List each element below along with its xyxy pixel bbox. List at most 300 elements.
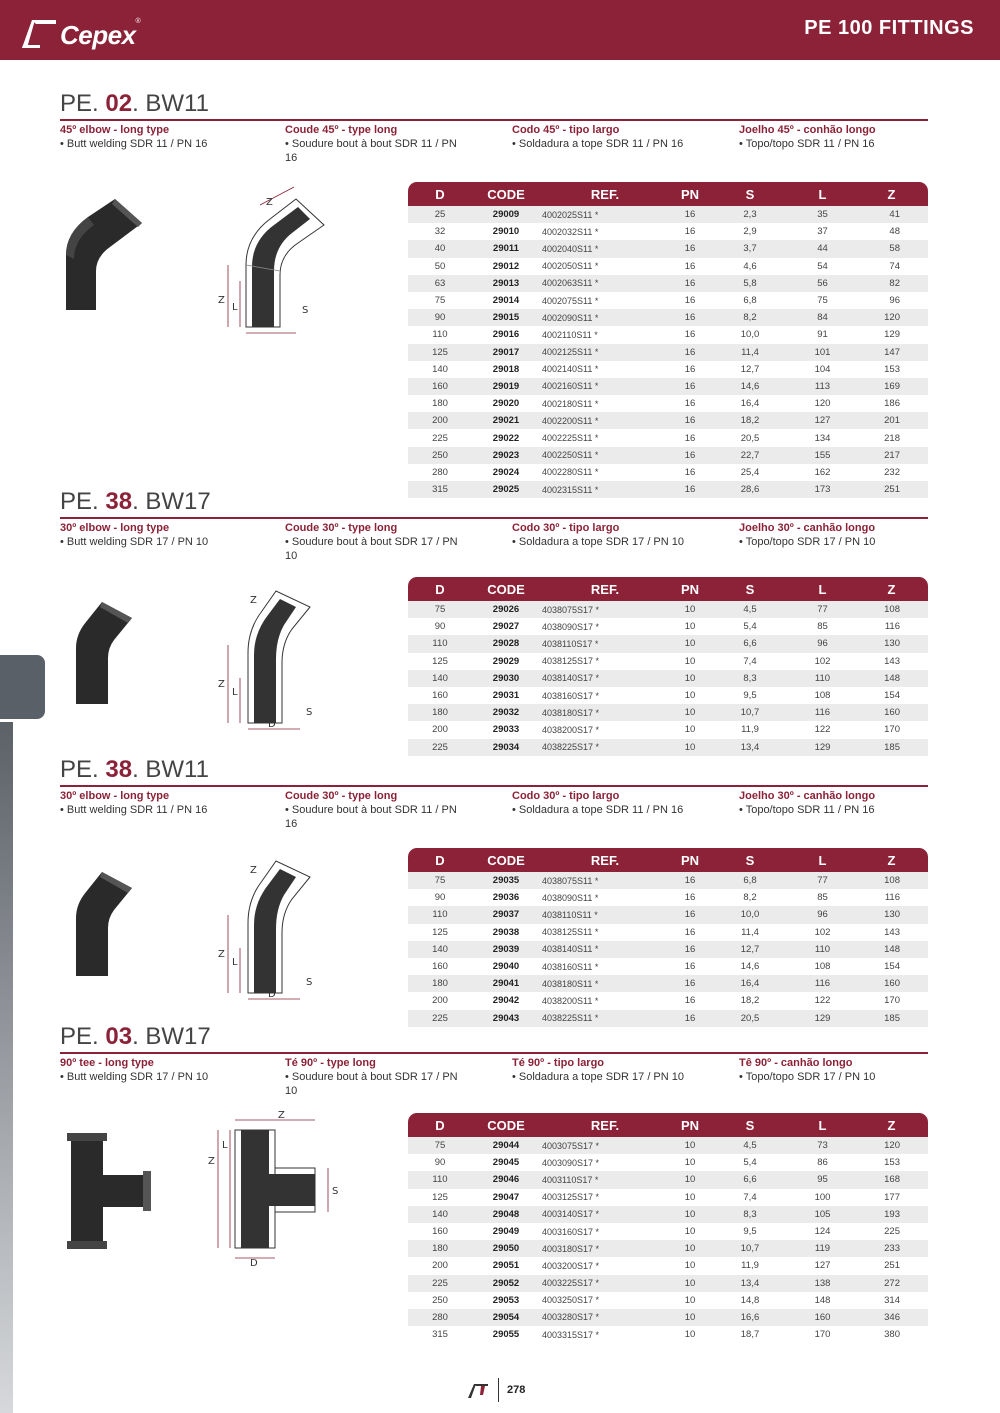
table-cell: 16 xyxy=(670,326,710,343)
svg-text:Z: Z xyxy=(218,679,225,690)
table-row xyxy=(408,941,928,958)
table-header-row xyxy=(408,848,928,872)
table-cell: 160 xyxy=(855,975,928,992)
table-cell: 4,5 xyxy=(710,1137,790,1154)
table-cell: 4038075S17 * xyxy=(540,601,670,618)
svg-text:S: S xyxy=(332,1186,339,1197)
table-cell: 4002063S11 * xyxy=(540,275,670,292)
column-header: CODE xyxy=(472,182,540,206)
svg-text:D: D xyxy=(260,315,268,326)
table-cell: 116 xyxy=(790,975,855,992)
table-cell: 251 xyxy=(855,1257,928,1274)
table-cell: 29040 xyxy=(472,958,540,975)
table-cell: 173 xyxy=(790,481,855,498)
table-cell: 4002040S11 * xyxy=(540,240,670,257)
table-cell: 250 xyxy=(408,447,472,464)
table-row xyxy=(408,1309,928,1326)
table-cell: 4003075S17 * xyxy=(540,1137,670,1154)
table-cell: 16,4 xyxy=(710,395,790,412)
table-cell: 147 xyxy=(855,344,928,361)
cepex-mark-icon xyxy=(466,1381,490,1399)
table-cell: 4038140S17 * xyxy=(540,670,670,687)
table-cell: 54 xyxy=(790,258,855,275)
table-cell: 4003225S17 * xyxy=(540,1275,670,1292)
table-cell: 96 xyxy=(855,292,928,309)
table-cell: 4038075S11 * xyxy=(540,872,670,889)
table-cell: 4002032S11 * xyxy=(540,223,670,240)
table-cell: 10,7 xyxy=(710,704,790,721)
table-cell: 29020 xyxy=(472,395,540,412)
table-cell: 4002180S11 * xyxy=(540,395,670,412)
table-cell: 10 xyxy=(670,739,710,756)
spec-table xyxy=(408,848,928,1027)
column-header: CODE xyxy=(472,848,540,872)
table-cell: 170 xyxy=(790,1326,855,1343)
table-cell: 16 xyxy=(670,223,710,240)
table-row xyxy=(408,412,928,429)
svg-text:Z: Z xyxy=(250,595,257,606)
table-row xyxy=(408,309,928,326)
table-cell: 10 xyxy=(670,618,710,635)
table-cell: 4002225S11 * xyxy=(540,429,670,446)
table-cell: 4,6 xyxy=(710,258,790,275)
table-cell: 16 xyxy=(670,412,710,429)
desc-en: 30º elbow - long type • Butt welding SDR 17 / PN 10 xyxy=(60,522,209,548)
table-cell: 4003280S17 * xyxy=(540,1309,670,1326)
table-cell: 3,7 xyxy=(710,240,790,257)
table-cell: 116 xyxy=(855,618,928,635)
table-cell: 104 xyxy=(790,361,855,378)
table-cell: 110 xyxy=(408,1171,472,1188)
table-cell: 110 xyxy=(790,670,855,687)
table-cell: 10 xyxy=(670,601,710,618)
table-cell: 9,5 xyxy=(710,687,790,704)
svg-text:Z: Z xyxy=(266,197,273,208)
table-cell: 180 xyxy=(408,395,472,412)
table-row xyxy=(408,958,928,975)
table-cell: 10 xyxy=(670,1292,710,1309)
table-cell: 29023 xyxy=(472,447,540,464)
table-cell: 10 xyxy=(670,1223,710,1240)
table-cell: 233 xyxy=(855,1240,928,1257)
table-cell: 105 xyxy=(790,1206,855,1223)
table-row xyxy=(408,635,928,652)
elbow-30-drawing xyxy=(200,583,340,733)
table-cell: 10 xyxy=(670,1240,710,1257)
table-cell: 148 xyxy=(855,941,928,958)
table-cell: 130 xyxy=(855,906,928,923)
svg-text:Z: Z xyxy=(208,1156,215,1167)
column-header: PN xyxy=(670,182,710,206)
registered-mark: ® xyxy=(135,18,141,25)
table-cell: 16 xyxy=(670,924,710,941)
table-cell: 4,5 xyxy=(710,601,790,618)
table-cell: 120 xyxy=(855,309,928,326)
table-row xyxy=(408,429,928,446)
table-cell: 16 xyxy=(670,309,710,326)
table-cell: 125 xyxy=(408,1189,472,1206)
table-row xyxy=(408,1223,928,1240)
table-cell: 16 xyxy=(670,447,710,464)
table-cell: 29047 xyxy=(472,1189,540,1206)
section-pe02-bw11 xyxy=(60,90,928,500)
table-cell: 160 xyxy=(408,687,472,704)
table-cell: 110 xyxy=(408,906,472,923)
table-cell: 10,0 xyxy=(710,906,790,923)
table-cell: 4003200S17 * xyxy=(540,1257,670,1274)
desc-pt: Tê 90º - canhão longo • Topo/topo SDR 17 / PN 10 xyxy=(739,1057,876,1083)
table-cell: 4038225S17 * xyxy=(540,739,670,756)
table-cell: 16 xyxy=(670,941,710,958)
table-cell: 29049 xyxy=(472,1223,540,1240)
table-cell: 4038110S11 * xyxy=(540,906,670,923)
table-cell: 29034 xyxy=(472,739,540,756)
table-cell: 48 xyxy=(855,223,928,240)
table-cell: 110 xyxy=(790,941,855,958)
table-cell: 4038225S11 * xyxy=(540,1010,670,1027)
desc-fr: Coude 30º - type long • Soudure bout à bout SDR 17 / PN 10 xyxy=(285,522,458,562)
desc-es: Té 90º - tipo largo • Soldadura a tope SDR 17 / PN 10 xyxy=(512,1057,685,1083)
table-cell: 110 xyxy=(408,635,472,652)
elbow-45-photo xyxy=(60,195,150,315)
table-cell: 29051 xyxy=(472,1257,540,1274)
table-cell: 16 xyxy=(670,344,710,361)
table-cell: 29041 xyxy=(472,975,540,992)
table-cell: 16 xyxy=(670,872,710,889)
table-cell: 160 xyxy=(408,958,472,975)
table-cell: 90 xyxy=(408,889,472,906)
desc-en: 90º tee - long type • Butt welding SDR 17 / PN 10 xyxy=(60,1057,209,1083)
table-cell: 108 xyxy=(855,872,928,889)
column-header: Z xyxy=(855,848,928,872)
table-cell: 11,4 xyxy=(710,924,790,941)
table-cell: 380 xyxy=(855,1326,928,1343)
table-cell: 29042 xyxy=(472,992,540,1009)
table-cell: 200 xyxy=(408,1257,472,1274)
desc-es: Codo 30º - tipo largo • Soldadura a tope SDR 17 / PN 10 xyxy=(512,522,685,548)
table-cell: 11,4 xyxy=(710,344,790,361)
table-cell: 16,6 xyxy=(710,1309,790,1326)
table-cell: 4003180S17 * xyxy=(540,1240,670,1257)
column-header: PN xyxy=(670,577,710,601)
table-cell: 63 xyxy=(408,275,472,292)
table-cell: 29014 xyxy=(472,292,540,309)
table-row xyxy=(408,1171,928,1188)
spec-table xyxy=(408,1113,928,1343)
section-pe03-bw17 xyxy=(60,1023,928,1353)
table-cell: 29031 xyxy=(472,687,540,704)
desc-fr: Té 90º - type long • Soudure bout à bout SDR 17 / PN 10 xyxy=(285,1057,458,1097)
table-cell: 29018 xyxy=(472,361,540,378)
page-number: 278 xyxy=(507,1384,526,1396)
table-cell: 193 xyxy=(855,1206,928,1223)
table-row xyxy=(408,240,928,257)
description-block xyxy=(60,1057,928,1097)
table-cell: 16 xyxy=(670,958,710,975)
table-cell: 37 xyxy=(790,223,855,240)
table-cell: 125 xyxy=(408,924,472,941)
table-cell: 16 xyxy=(670,481,710,498)
table-cell: 84 xyxy=(790,309,855,326)
table-cell: 180 xyxy=(408,704,472,721)
table-cell: 18,2 xyxy=(710,992,790,1009)
table-cell: 20,5 xyxy=(710,1010,790,1027)
table-cell: 29013 xyxy=(472,275,540,292)
table-cell: 127 xyxy=(790,412,855,429)
table-cell: 168 xyxy=(855,1171,928,1188)
table-cell: 50 xyxy=(408,258,472,275)
table-cell: 29017 xyxy=(472,344,540,361)
table-cell: 2,9 xyxy=(710,223,790,240)
table-cell: 217 xyxy=(855,447,928,464)
table-cell: 170 xyxy=(855,992,928,1009)
table-cell: 14,6 xyxy=(710,958,790,975)
section-title: PE. 02. BW11 xyxy=(60,90,209,117)
column-header: Z xyxy=(855,1113,928,1137)
table-cell: 143 xyxy=(855,924,928,941)
table-cell: 29022 xyxy=(472,429,540,446)
table-cell: 29039 xyxy=(472,941,540,958)
table-row xyxy=(408,1326,928,1343)
table-cell: 13,4 xyxy=(710,739,790,756)
desc-en: 30º elbow - long type • Butt welding SDR 11 / PN 16 xyxy=(60,790,208,816)
table-cell: 29037 xyxy=(472,906,540,923)
table-cell: 41 xyxy=(855,206,928,223)
table-cell: 250 xyxy=(408,1292,472,1309)
table-cell: 129 xyxy=(790,1010,855,1027)
table-cell: 180 xyxy=(408,975,472,992)
table-body xyxy=(408,206,928,498)
table-cell: 85 xyxy=(790,889,855,906)
table-cell: 96 xyxy=(790,906,855,923)
table-cell: 29011 xyxy=(472,240,540,257)
table-cell: 154 xyxy=(855,958,928,975)
page-header xyxy=(0,0,1000,60)
table-cell: 29044 xyxy=(472,1137,540,1154)
table-cell: 129 xyxy=(790,739,855,756)
table-cell: 100 xyxy=(790,1189,855,1206)
section-pe38-bw17 xyxy=(60,488,928,758)
table-cell: 160 xyxy=(408,378,472,395)
table-cell: 5,8 xyxy=(710,275,790,292)
table-cell: 16 xyxy=(670,992,710,1009)
table-cell: 110 xyxy=(408,326,472,343)
section-title: PE. 38. BW17 xyxy=(60,488,211,515)
table-cell: 58 xyxy=(855,240,928,257)
table-row xyxy=(408,906,928,923)
table-cell: 56 xyxy=(790,275,855,292)
table-cell: 10 xyxy=(670,635,710,652)
table-cell: 4002280S11 * xyxy=(540,464,670,481)
table-cell: 148 xyxy=(855,670,928,687)
table-cell: 10,7 xyxy=(710,1240,790,1257)
table-cell: 4002110S11 * xyxy=(540,326,670,343)
table-cell: 4038140S11 * xyxy=(540,941,670,958)
table-row xyxy=(408,464,928,481)
table-cell: 95 xyxy=(790,1171,855,1188)
table-row xyxy=(408,258,928,275)
table-row xyxy=(408,1275,928,1292)
table-cell: 102 xyxy=(790,924,855,941)
table-cell: 102 xyxy=(790,653,855,670)
table-cell: 124 xyxy=(790,1223,855,1240)
table-cell: 75 xyxy=(408,292,472,309)
table-row xyxy=(408,670,928,687)
table-cell: 225 xyxy=(408,429,472,446)
table-row xyxy=(408,924,928,941)
column-header: D xyxy=(408,577,472,601)
table-cell: 11,9 xyxy=(710,721,790,738)
table-cell: 29046 xyxy=(472,1171,540,1188)
table-cell: 16 xyxy=(670,258,710,275)
table-cell: 5,4 xyxy=(710,1154,790,1171)
table-cell: 16 xyxy=(670,889,710,906)
table-cell: 16 xyxy=(670,206,710,223)
table-row xyxy=(408,1189,928,1206)
table-cell: 122 xyxy=(790,721,855,738)
elbow-45-drawing xyxy=(200,185,340,335)
table-cell: 16 xyxy=(670,361,710,378)
table-cell: 225 xyxy=(408,1275,472,1292)
table-cell: 185 xyxy=(855,1010,928,1027)
table-cell: 90 xyxy=(408,309,472,326)
table-row xyxy=(408,223,928,240)
table-cell: 16 xyxy=(670,906,710,923)
column-header: S xyxy=(710,848,790,872)
column-header: REF. xyxy=(540,848,670,872)
table-cell: 315 xyxy=(408,1326,472,1343)
column-header: PN xyxy=(670,848,710,872)
table-row xyxy=(408,872,928,889)
table-cell: 10 xyxy=(670,1257,710,1274)
table-header-row xyxy=(408,577,928,601)
column-header: L xyxy=(790,182,855,206)
table-cell: 90 xyxy=(408,618,472,635)
table-cell: 6,8 xyxy=(710,292,790,309)
table-cell: 4002025S11 * xyxy=(540,206,670,223)
table-cell: 10 xyxy=(670,1189,710,1206)
table-cell: 153 xyxy=(855,1154,928,1171)
table-cell: 91 xyxy=(790,326,855,343)
elbow-30-photo xyxy=(70,868,140,980)
table-cell: 29048 xyxy=(472,1206,540,1223)
table-cell: 218 xyxy=(855,429,928,446)
table-cell: 4038160S11 * xyxy=(540,958,670,975)
column-header: D xyxy=(408,1113,472,1137)
table-cell: 85 xyxy=(790,618,855,635)
table-cell: 4038180S17 * xyxy=(540,704,670,721)
table-cell: 4002160S11 * xyxy=(540,378,670,395)
table-cell: 29021 xyxy=(472,412,540,429)
table-cell: 7,4 xyxy=(710,653,790,670)
table-cell: 29012 xyxy=(472,258,540,275)
table-cell: 4038160S17 * xyxy=(540,687,670,704)
table-cell: 134 xyxy=(790,429,855,446)
table-cell: 29028 xyxy=(472,635,540,652)
table-cell: 4038090S17 * xyxy=(540,618,670,635)
table-body xyxy=(408,1137,928,1343)
table-cell: 225 xyxy=(855,1223,928,1240)
svg-text:L: L xyxy=(232,302,238,313)
table-cell: 10 xyxy=(670,1206,710,1223)
table-cell: 169 xyxy=(855,378,928,395)
table-cell: 101 xyxy=(790,344,855,361)
table-cell: 180 xyxy=(408,1240,472,1257)
table-cell: 29019 xyxy=(472,378,540,395)
table-cell: 29024 xyxy=(472,464,540,481)
table-row xyxy=(408,721,928,738)
table-cell: 4002125S11 * xyxy=(540,344,670,361)
svg-text:D: D xyxy=(268,719,276,730)
table-cell: 8,2 xyxy=(710,889,790,906)
svg-text:L: L xyxy=(222,1140,228,1151)
table-cell: 29055 xyxy=(472,1326,540,1343)
table-cell: 29036 xyxy=(472,889,540,906)
column-header: CODE xyxy=(472,577,540,601)
table-cell: 29052 xyxy=(472,1275,540,1292)
desc-en: 45º elbow - long type • Butt welding SDR 11 / PN 16 xyxy=(60,124,208,150)
table-cell: 10 xyxy=(670,653,710,670)
section-rule xyxy=(60,517,928,519)
table-cell: 86 xyxy=(790,1154,855,1171)
table-cell: 4003090S17 * xyxy=(540,1154,670,1171)
table-row xyxy=(408,344,928,361)
table-cell: 29043 xyxy=(472,1010,540,1027)
table-cell: 225 xyxy=(408,739,472,756)
table-cell: 4002315S11 * xyxy=(540,481,670,498)
table-cell: 186 xyxy=(855,395,928,412)
table-cell: 6,8 xyxy=(710,872,790,889)
table-cell: 10 xyxy=(670,1137,710,1154)
table-cell: 10,0 xyxy=(710,326,790,343)
table-cell: 13,4 xyxy=(710,1275,790,1292)
table-row xyxy=(408,326,928,343)
table-cell: 16 xyxy=(670,395,710,412)
table-cell: 4003250S17 * xyxy=(540,1292,670,1309)
elbow-30-drawing xyxy=(200,853,340,1003)
table-cell: 35 xyxy=(790,206,855,223)
table-cell: 77 xyxy=(790,601,855,618)
table-cell: 140 xyxy=(408,1206,472,1223)
table-cell: 7,4 xyxy=(710,1189,790,1206)
table-cell: 29053 xyxy=(472,1292,540,1309)
table-cell: 16 xyxy=(670,292,710,309)
elbow-30-photo xyxy=(70,598,140,708)
table-cell: 119 xyxy=(790,1240,855,1257)
svg-text:S: S xyxy=(302,305,309,316)
table-cell: 120 xyxy=(855,1137,928,1154)
section-pe38-bw11 xyxy=(60,756,928,1026)
section-title: PE. 38. BW11 xyxy=(60,756,209,783)
table-cell: 200 xyxy=(408,721,472,738)
table-cell: 14,8 xyxy=(710,1292,790,1309)
table-cell: 12,7 xyxy=(710,361,790,378)
table-cell: 10 xyxy=(670,1154,710,1171)
table-row xyxy=(408,1292,928,1309)
table-header-row xyxy=(408,1113,928,1137)
table-cell: 10 xyxy=(670,670,710,687)
column-header: S xyxy=(710,182,790,206)
table-row xyxy=(408,206,928,223)
table-cell: 10 xyxy=(670,687,710,704)
cepex-logo-icon xyxy=(18,14,58,50)
svg-text:Z: Z xyxy=(250,865,257,876)
table-cell: 4003125S17 * xyxy=(540,1189,670,1206)
table-cell: 232 xyxy=(855,464,928,481)
table-cell: 8,2 xyxy=(710,309,790,326)
table-cell: 272 xyxy=(855,1275,928,1292)
table-row xyxy=(408,361,928,378)
